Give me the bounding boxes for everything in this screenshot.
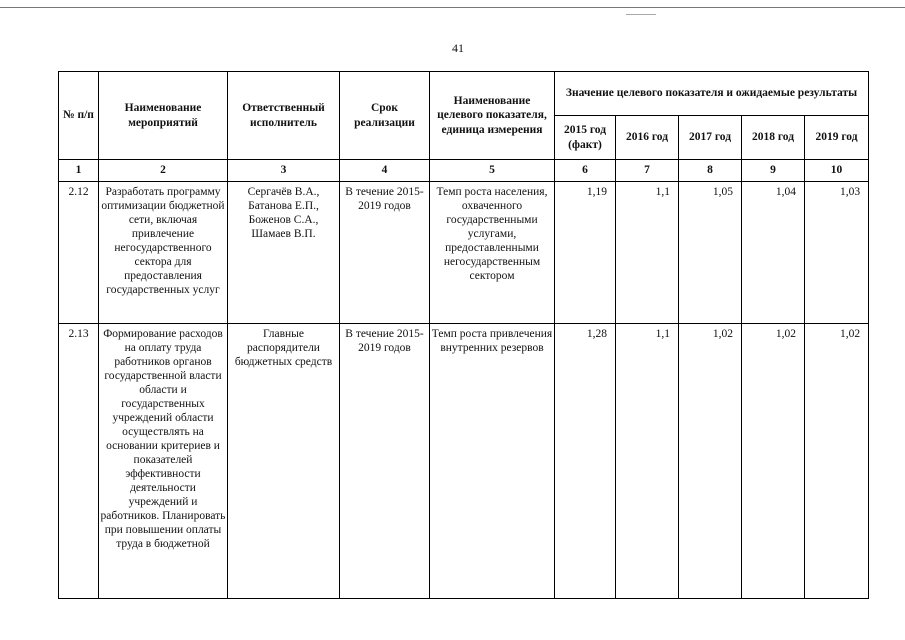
- value-2018: 1,02: [742, 324, 805, 599]
- value-2015: 1,19: [555, 182, 616, 324]
- row-number: 2.12: [59, 182, 99, 324]
- scan-edge-line: [0, 7, 905, 8]
- header-activity: Наименование мероприятий: [99, 72, 228, 160]
- header-year-2019: 2019 год: [805, 116, 869, 160]
- responsible-cell: Главные распорядители бюджетных средств: [228, 324, 340, 599]
- header-period: Срок реализации: [340, 72, 430, 160]
- indicator-table: [58, 71, 869, 599]
- header-year-2015: 2015 год (факт): [555, 116, 616, 160]
- header-year-2018: 2018 год: [742, 116, 805, 160]
- page-number: 41: [452, 41, 464, 55]
- value-2019: 1,03: [805, 182, 869, 324]
- value-2017: 1,05: [679, 182, 742, 324]
- activity-cell: Разработать программу оптимизации бюджетной сети, включая привлечение негосударственного сектора для предоставления государственных услуг: [99, 182, 228, 324]
- column-number: 10: [805, 160, 869, 182]
- value-2019: 1,02: [805, 324, 869, 599]
- activity-cell: Формирование расходов на оплату труда работников органов государственной власти области и государственных учреждений области осуществлять на основании критериев и показателей эффективности деятельности учреждений и работников. Планировать при повышении оплаты труда в бюджетной: [99, 324, 228, 599]
- column-number: 9: [742, 160, 805, 182]
- value-2016: 1,1: [616, 182, 679, 324]
- column-number: 7: [616, 160, 679, 182]
- header-number: № п/п: [59, 72, 99, 160]
- scan-mark: [626, 14, 656, 15]
- column-number: 6: [555, 160, 616, 182]
- header-year-2016: 2016 год: [616, 116, 679, 160]
- period-cell: В течение 2015-2019 годов: [340, 324, 430, 599]
- value-2017: 1,02: [679, 324, 742, 599]
- indicator-cell: Темп роста привлечения внутренних резервов: [430, 324, 555, 599]
- column-number: 2: [99, 160, 228, 182]
- value-2016: 1,1: [616, 324, 679, 599]
- column-number: 4: [340, 160, 430, 182]
- column-number: 3: [228, 160, 340, 182]
- table-row: [59, 324, 869, 599]
- period-cell: В течение 2015-2019 годов: [340, 182, 430, 324]
- column-number: 5: [430, 160, 555, 182]
- indicator-cell: Темп роста населения, охваченного государственными услугами, предоставленными негосударственным сектором: [430, 182, 555, 324]
- column-number: 1: [59, 160, 99, 182]
- row-number: 2.13: [59, 324, 99, 599]
- header-year-2017: 2017 год: [679, 116, 742, 160]
- column-number: 8: [679, 160, 742, 182]
- header-values-group: Значение целевого показателя и ожидаемые результаты: [555, 72, 869, 116]
- responsible-cell: Сергачёв В.А., Батанова Е.П., Боженов С.А., Шамаев В.П.: [228, 182, 340, 324]
- table-row: [59, 182, 869, 324]
- value-2015: 1,28: [555, 324, 616, 599]
- header-responsible: Ответственный исполнитель: [228, 72, 340, 160]
- value-2018: 1,04: [742, 182, 805, 324]
- header-indicator: Наименование целевого показателя, единица измерения: [430, 72, 555, 160]
